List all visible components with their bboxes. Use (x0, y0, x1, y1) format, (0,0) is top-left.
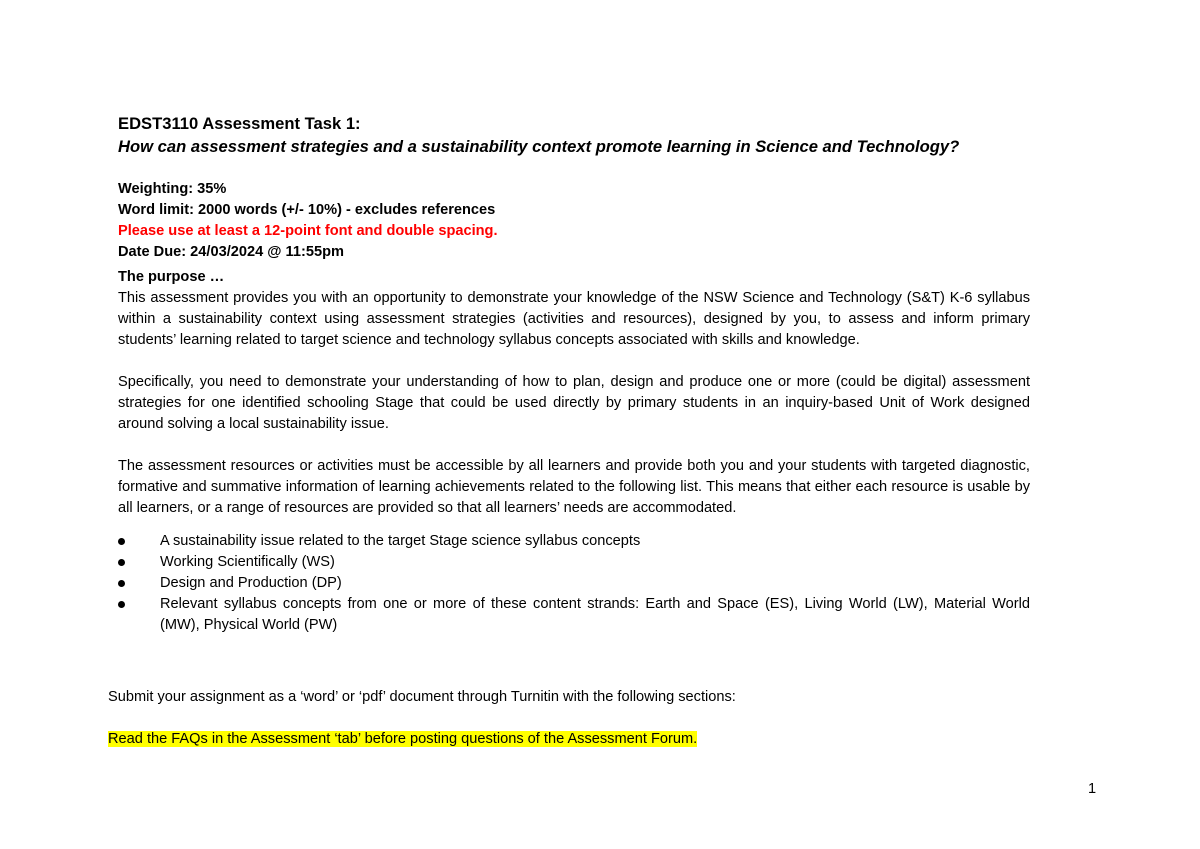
purpose-paragraph-1: This assessment provides you with an opportunity to demonstrate your knowledge of the NSW Science and Technology (S&T) K-6 syllabus within a sustainability context using assessment strategies (activities and resources), designed by you, to assess and inform primary students’ learning related to target science and technology syllabus concepts associated with skills and knowledge. (118, 290, 1030, 348)
purpose-heading: The purpose … (118, 269, 225, 285)
bullet-icon (118, 580, 125, 587)
submit-instruction: Submit your assignment as a ‘word’ or ‘pdf’ document through Turnitin with the following sections: (108, 689, 736, 705)
list-item-text: Design and Production (DP) (160, 575, 342, 591)
page-number: 1 (1088, 781, 1097, 797)
criteria-list (118, 531, 1030, 636)
assessment-question: How can assessment strategies and a sustainability context promote learning in Science and Technology? (118, 137, 960, 156)
list-item-text: A sustainability issue related to the target Stage science syllabus concepts (160, 533, 641, 549)
list-item-text: Relevant syllabus concepts from one or more of these content strands: Earth and Space (ES), Living World (LW), Material World (MW), Physical World (PW) (160, 596, 1030, 633)
date-due: Date Due: 24/03/2024 @ 11:55pm (118, 244, 344, 260)
list-item (118, 594, 1030, 636)
bullet-icon (118, 559, 125, 566)
font-notice: Please use at least a 12-point font and double spacing. (118, 223, 498, 239)
bullet-icon (118, 538, 125, 545)
faq-notice-line (108, 729, 1048, 750)
list-item (118, 573, 1030, 594)
list-item-text: Working Scientifically (WS) (160, 554, 335, 570)
weighting: Weighting: 35% (118, 181, 227, 197)
purpose-paragraph-2: Specifically, you need to demonstrate your understanding of how to plan, design and produce one or more (could be digital) assessment strategies for one identified schooling Stage that could be used directly by primary students in an inquiry-based Unit of Work designed around solving a local sustainability issue. (118, 374, 1030, 432)
word-limit: Word limit: 2000 words (+/- 10%) - excludes references (118, 202, 496, 218)
purpose-paragraph-3: The assessment resources or activities must be accessible by all learners and provide both you and your students with targeted diagnostic, formative and summative information of learning achievements related to the following list. This means that either each resource is usable by all learners, or a range of resources are provided so that all learners’ needs are accommodated. (118, 458, 1030, 516)
bullet-icon (118, 601, 125, 608)
list-item (118, 531, 1030, 552)
faq-notice: Read the FAQs in the Assessment ‘tab’ before posting questions of the Assessment Forum. (108, 731, 698, 747)
document-body (118, 112, 1030, 636)
list-item (118, 552, 1030, 573)
assessment-title: EDST3110 Assessment Task 1: (118, 114, 361, 133)
